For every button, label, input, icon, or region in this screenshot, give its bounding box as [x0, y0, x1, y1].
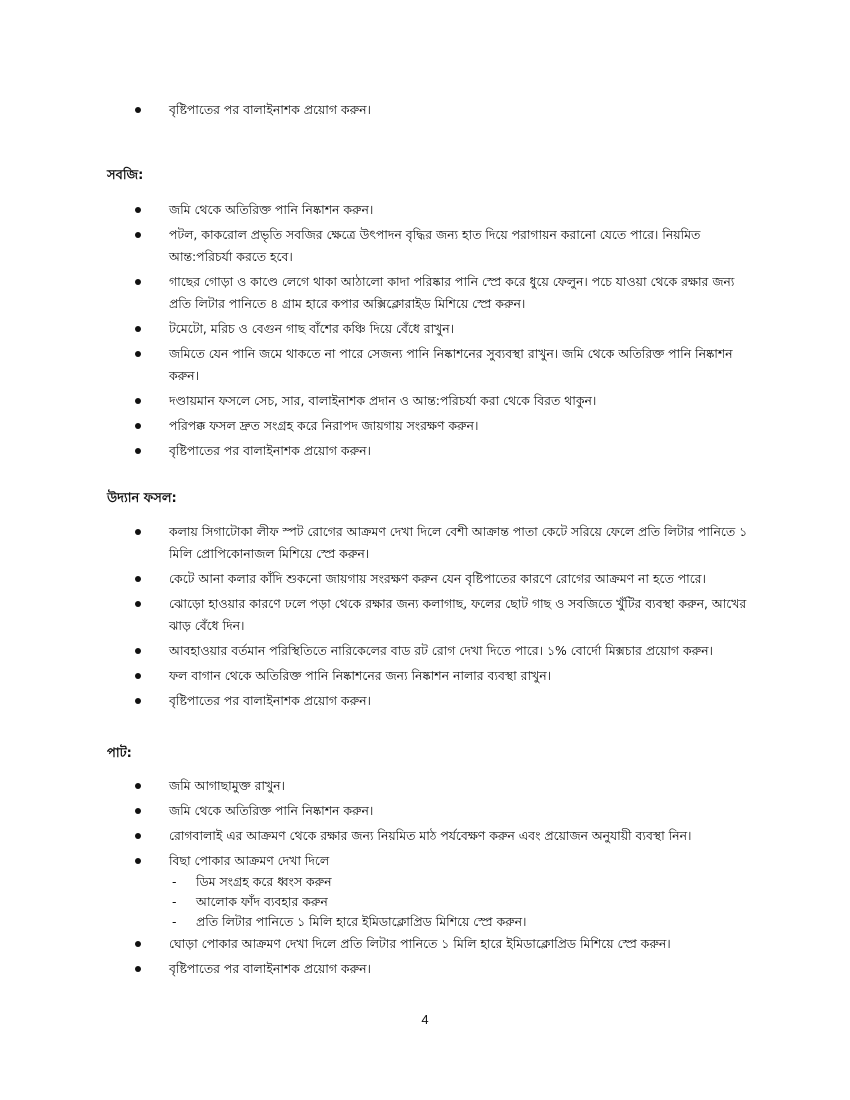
list-item: বৃষ্টিপাতের পর বালাইনাশক প্রয়োগ করুন।	[133, 958, 757, 980]
bullet-icon	[135, 448, 141, 454]
section-heading-horticulture: উদ্যান ফসল:	[107, 491, 177, 506]
list-item: জমি থেকে অতিরিক্ত পানি নিষ্কাশন করুন।	[133, 800, 757, 822]
bullet-icon	[135, 351, 141, 357]
bullet-icon	[135, 107, 141, 113]
bullet-icon	[135, 601, 141, 607]
list-item: দণ্ডায়মান ফসলে সেচ, সার, বালাইনাশক প্রদান ও আন্ত:পরিচর্যা করা থেকে বিরত থাকুন।	[133, 390, 757, 412]
dash-marker: -	[172, 914, 177, 929]
list-item: গাছের গোড়া ও কাণ্ডে লেগে থাকা আঠালো কাদা পরিষ্কার পানি স্প্রে করে ধুয়ে ফেলুন। পচে যাওয়া থেকে রক্ষার জন্য প্রতি লিটার পানিতে ৪ গ্রাম হারে কপার অক্সিক্লোরাইড মিশিয়ে স্প্রে করুন।	[133, 271, 757, 315]
list-item: পরিপক্ক ফসল দ্রুত সংগ্রহ করে নিরাপদ জায়গায় সংরক্ষণ করুন।	[133, 415, 757, 437]
intro-list	[133, 99, 757, 124]
bullet-icon	[135, 833, 141, 839]
bullet-icon	[135, 529, 141, 535]
sub-list-item: - আলোক ফাঁদ ব্যবহার করুন	[169, 892, 757, 912]
bullet-icon	[135, 941, 141, 947]
page-number: 4	[421, 1012, 429, 1027]
dash-marker: -	[172, 894, 177, 909]
sub-list-item: - ডিম সংগ্রহ করে ধ্বংস করুন	[169, 872, 757, 892]
bullet-icon	[135, 398, 141, 404]
bullet-icon	[135, 423, 141, 429]
list-item: জমি আগাছামুক্ত রাখুন।	[133, 775, 757, 797]
bullet-icon	[135, 698, 141, 704]
list-item: জমিতে যেন পানি জমে থাকতে না পারে সেজন্য পানি নিষ্কাশনের সুব্যবস্থা রাখুন। জমি থেকে অতিরিক্ত পানি নিষ্কাশন করুন।	[133, 343, 757, 387]
list-item: বৃষ্টিপাতের পর বালাইনাশক প্রয়োগ করুন।	[133, 440, 757, 462]
bullet-icon	[135, 576, 141, 582]
bullet-icon	[135, 966, 141, 972]
section-heading-jute: পাট:	[107, 746, 132, 761]
list-item: কলায় সিগাটোকা লীফ স্পট রোগের আক্রমণ দেখা দিলে বেশী আক্রান্ত পাতা কেটে সরিয়ে ফেলে প্রতি লিটার পানিতে ১ মিলি প্রোপিকোনাজল মিশিয়ে স্প্রে করুন।	[133, 521, 757, 565]
list-item: রোগবালাই এর আক্রমণ থেকে রক্ষার জন্য নিয়মিত মাঠ পর্যবেক্ষণ করুন এবং প্রয়োজন অনুযায়ী ব্যবস্থা নিন।	[133, 825, 757, 847]
sub-list-item: - প্রতি লিটার পানিতে ১ মিলি হারে ইমিডাক্লোপ্রিড মিশিয়ে স্প্রে করুন।	[169, 912, 757, 932]
bullet-icon	[135, 858, 141, 864]
list-item: কেটে আনা কলার কাঁদি শুকনো জায়গায় সংরক্ষণ করুন যেন বৃষ্টিপাতের কারণে রোগের আক্রমণ না হতে পারে।	[133, 568, 757, 590]
bullet-icon	[135, 326, 141, 332]
jute-list	[133, 775, 757, 983]
list-item: আবহাওয়ার বর্তমান পরিস্থিতিতে নারিকেলের বাড রট রোগ দেখা দিতে পারে। ১% বোর্দো মিক্সচার প্রয়োগ করুন।	[133, 640, 757, 662]
bullet-icon	[135, 207, 141, 213]
list-item: জমি থেকে অতিরিক্ত পানি নিষ্কাশন করুন।	[133, 199, 757, 221]
bullet-icon	[135, 279, 141, 285]
list-item: ঝোড়ো হাওয়ার কারণে ঢলে পড়া থেকে রক্ষার জন্য কলাগাছ, ফলের ছোট গাছ ও সবজিতে খুঁটির ব্যবস্থা করুন, আখের ঝাড় বেঁধে দিন।	[133, 593, 757, 637]
bullet-icon	[135, 808, 141, 814]
section-heading-vegetables: সবজি:	[107, 168, 144, 183]
list-item: পটল, কাকরোল প্রভৃতি সবজির ক্ষেত্রে উৎপাদন বৃদ্ধির জন্য হাত দিয়ে পরাগায়ন করানো যেতে পারে। নিয়মিত আন্ত:পরিচর্যা করতে হবে।	[133, 224, 757, 268]
bullet-icon	[135, 648, 141, 654]
bullet-icon	[135, 232, 141, 238]
dash-marker: -	[172, 874, 177, 889]
list-item: বৃষ্টিপাতের পর বালাইনাশক প্রয়োগ করুন।	[133, 99, 757, 121]
list-item: ঘোড়া পোকার আক্রমণ দেখা দিলে প্রতি লিটার পানিতে ১ মিলি হারে ইমিডাক্লোপ্রিড মিশিয়ে স্প্রে করুন।	[133, 933, 757, 955]
list-item: বৃষ্টিপাতের পর বালাইনাশক প্রয়োগ করুন।	[133, 690, 757, 712]
sub-list	[169, 872, 757, 932]
list-item: বিছা পোকার আক্রমণ দেখা দিলে - ডিম সংগ্রহ করে ধ্বংস করুন - আলোক ফাঁদ ব্যবহার করুন - প্রতি লিটার পানিতে ১ মিলি হারে ইমিডাক্লোপ্রিড মিশিয়ে স্প্রে করুন।	[133, 850, 757, 932]
bullet-icon	[135, 673, 141, 679]
horticulture-list	[133, 521, 757, 715]
bullet-icon	[135, 783, 141, 789]
vegetables-list	[133, 199, 757, 465]
list-item: ফল বাগান থেকে অতিরিক্ত পানি নিষ্কাশনের জন্য নিষ্কাশন নালার ব্যবস্থা রাখুন।	[133, 665, 757, 687]
list-item: টমেটো, মরিচ ও বেগুন গাছ বাঁশের কঞ্চি দিয়ে বেঁধে রাখুন।	[133, 318, 757, 340]
